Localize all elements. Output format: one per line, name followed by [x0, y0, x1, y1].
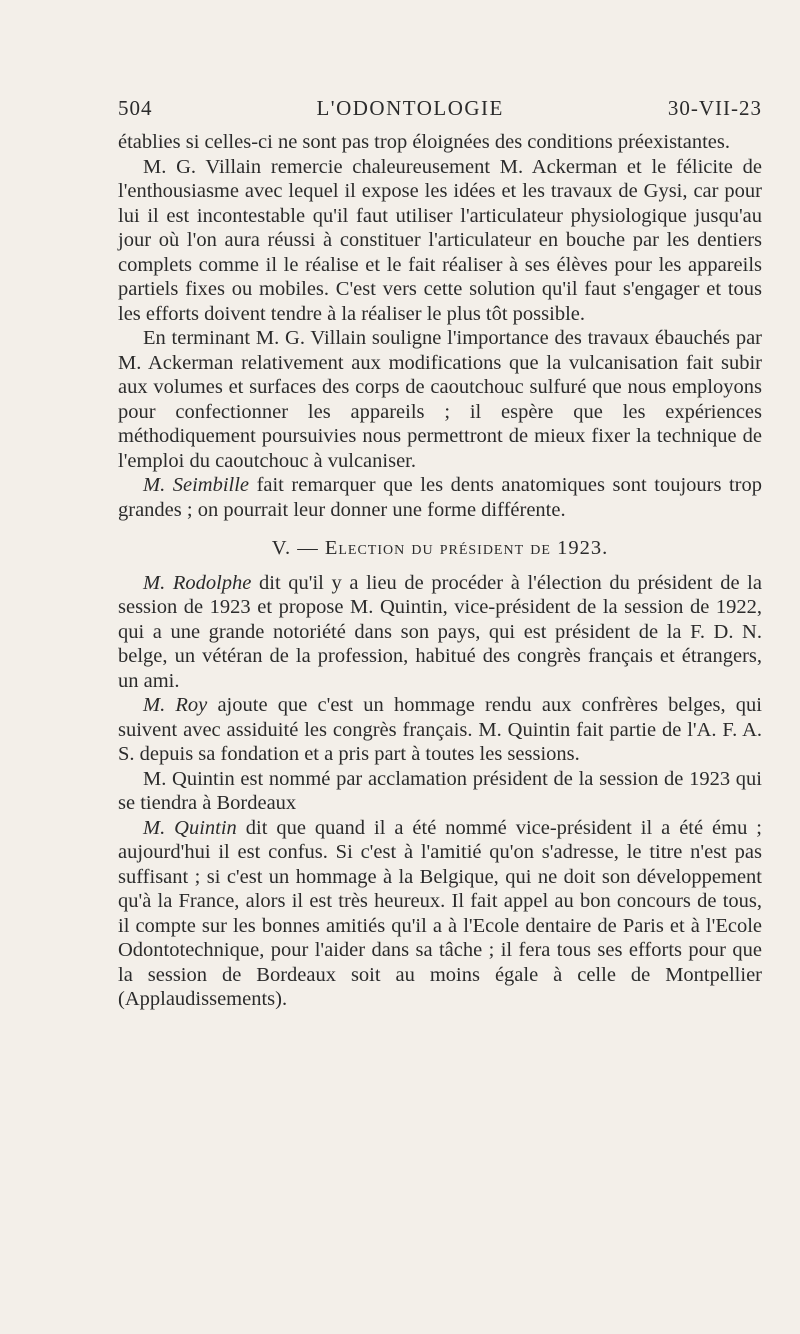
- paragraph-text: dit qu'il y a lieu de procéder à l'élection du président de la session de 1923 et propose M. Quintin, vice-président de la session de 1922, qui a une grande notoriété dans son pays, qui est président de la F. D. N. belge, un vétéran de la profession, habitué des congrès français et étrangers, un ami.: [118, 571, 762, 692]
- paragraph-text: fait remarquer que les dents anatomiques sont toujours trop grandes ; on pourrait leur donner une forme différente.: [118, 474, 762, 521]
- paragraph-text: En terminant M. G. Villain souligne l'importance des travaux ébauchés par M. Ackerman relativement aux modifications que la vulcanisation fait subir aux volumes et surfaces des corps de caoutchouc sulfuré que nous employons pour confectionner les appareils ; il espère que les expériences méthodiquement poursuivies nous permettront de mieux fixer la technique de l'emploi du caoutchouc à vulcaniser.: [118, 327, 762, 472]
- paragraph-6: [118, 693, 762, 767]
- speaker-name: M. Roy: [143, 694, 208, 716]
- speaker-name: M. Quintin: [143, 816, 237, 839]
- issue-date: 30-VII-23: [667, 96, 762, 120]
- journal-title: L'ODONTOLOGIE: [316, 96, 504, 120]
- paragraph-4: [118, 473, 762, 522]
- paragraph-8: [118, 816, 762, 1012]
- speaker-name: M. Seimbille: [143, 474, 250, 496]
- document-page: [118, 96, 762, 1012]
- paragraph-2: [118, 155, 762, 327]
- body-text: [118, 130, 762, 1012]
- paragraph-text: établies si celles-ci ne sont pas trop éloignées des conditions préexistantes.: [118, 131, 730, 153]
- paragraph-3: [118, 326, 762, 473]
- speaker-name: M. Rodolphe: [143, 571, 252, 594]
- paragraph-text: dit que quand il a été nommé vice-président il a été ému ; aujourd'hui il est confus. Si c'est à l'amitié qu'on s'adresse, le titre n'est pas suffisant ; si c'est un hommage à la Belgique, qui ne doit son développement qu'à la France, alors il est très heureux. Il fait appel au bon concours de tous, il compte sur les bonnes amitiés qu'il a à l'Ecole dentaire de Paris et à l'Ecole Odontotechnique, pour l'aider dans sa tâche ; il fera tous ses efforts pour que la session de Bordeaux soit au moins égale à celle de Montpellier (Applaudissements).: [118, 816, 763, 1010]
- paragraph-text: M. G. Villain remercie chaleureusement M. Ackerman et le félicite de l'enthousiasme avec lequel il expose les idées et les travaux de Gysi, car pour lui il est incontestable qu'il faut utiliser l'articulateur physiologique jusqu'au jour où l'on aura réussi à constituer l'articulateur en bouche par les dentiers complets comme il le réalise et le fait réaliser à ses élèves pour les appareils partiels fixes ou mobiles. C'est vers cette solution qu'il faut s'engager et tous les efforts doivent tendre à la réaliser le plus tôt possible.: [118, 155, 762, 325]
- section-title: V. — Election du président de 1923.: [271, 537, 609, 559]
- paragraph-text: ajoute que c'est un hommage rendu aux confrères belges, qui suivent avec assiduité les congrès français. M. Quintin fait partie de l'A. F. A. S. depuis sa fondation et a pris part à toutes les sessions.: [118, 694, 762, 765]
- paragraph-text: M. Quintin est nommé par acclamation président de la session de 1923 qui se tiendra à Bordeaux: [118, 767, 762, 814]
- paragraph-7: [118, 767, 762, 816]
- paragraph-1: [118, 130, 762, 155]
- running-header: [118, 96, 762, 130]
- paragraph-5: [118, 571, 762, 694]
- page-number: 504: [118, 96, 153, 120]
